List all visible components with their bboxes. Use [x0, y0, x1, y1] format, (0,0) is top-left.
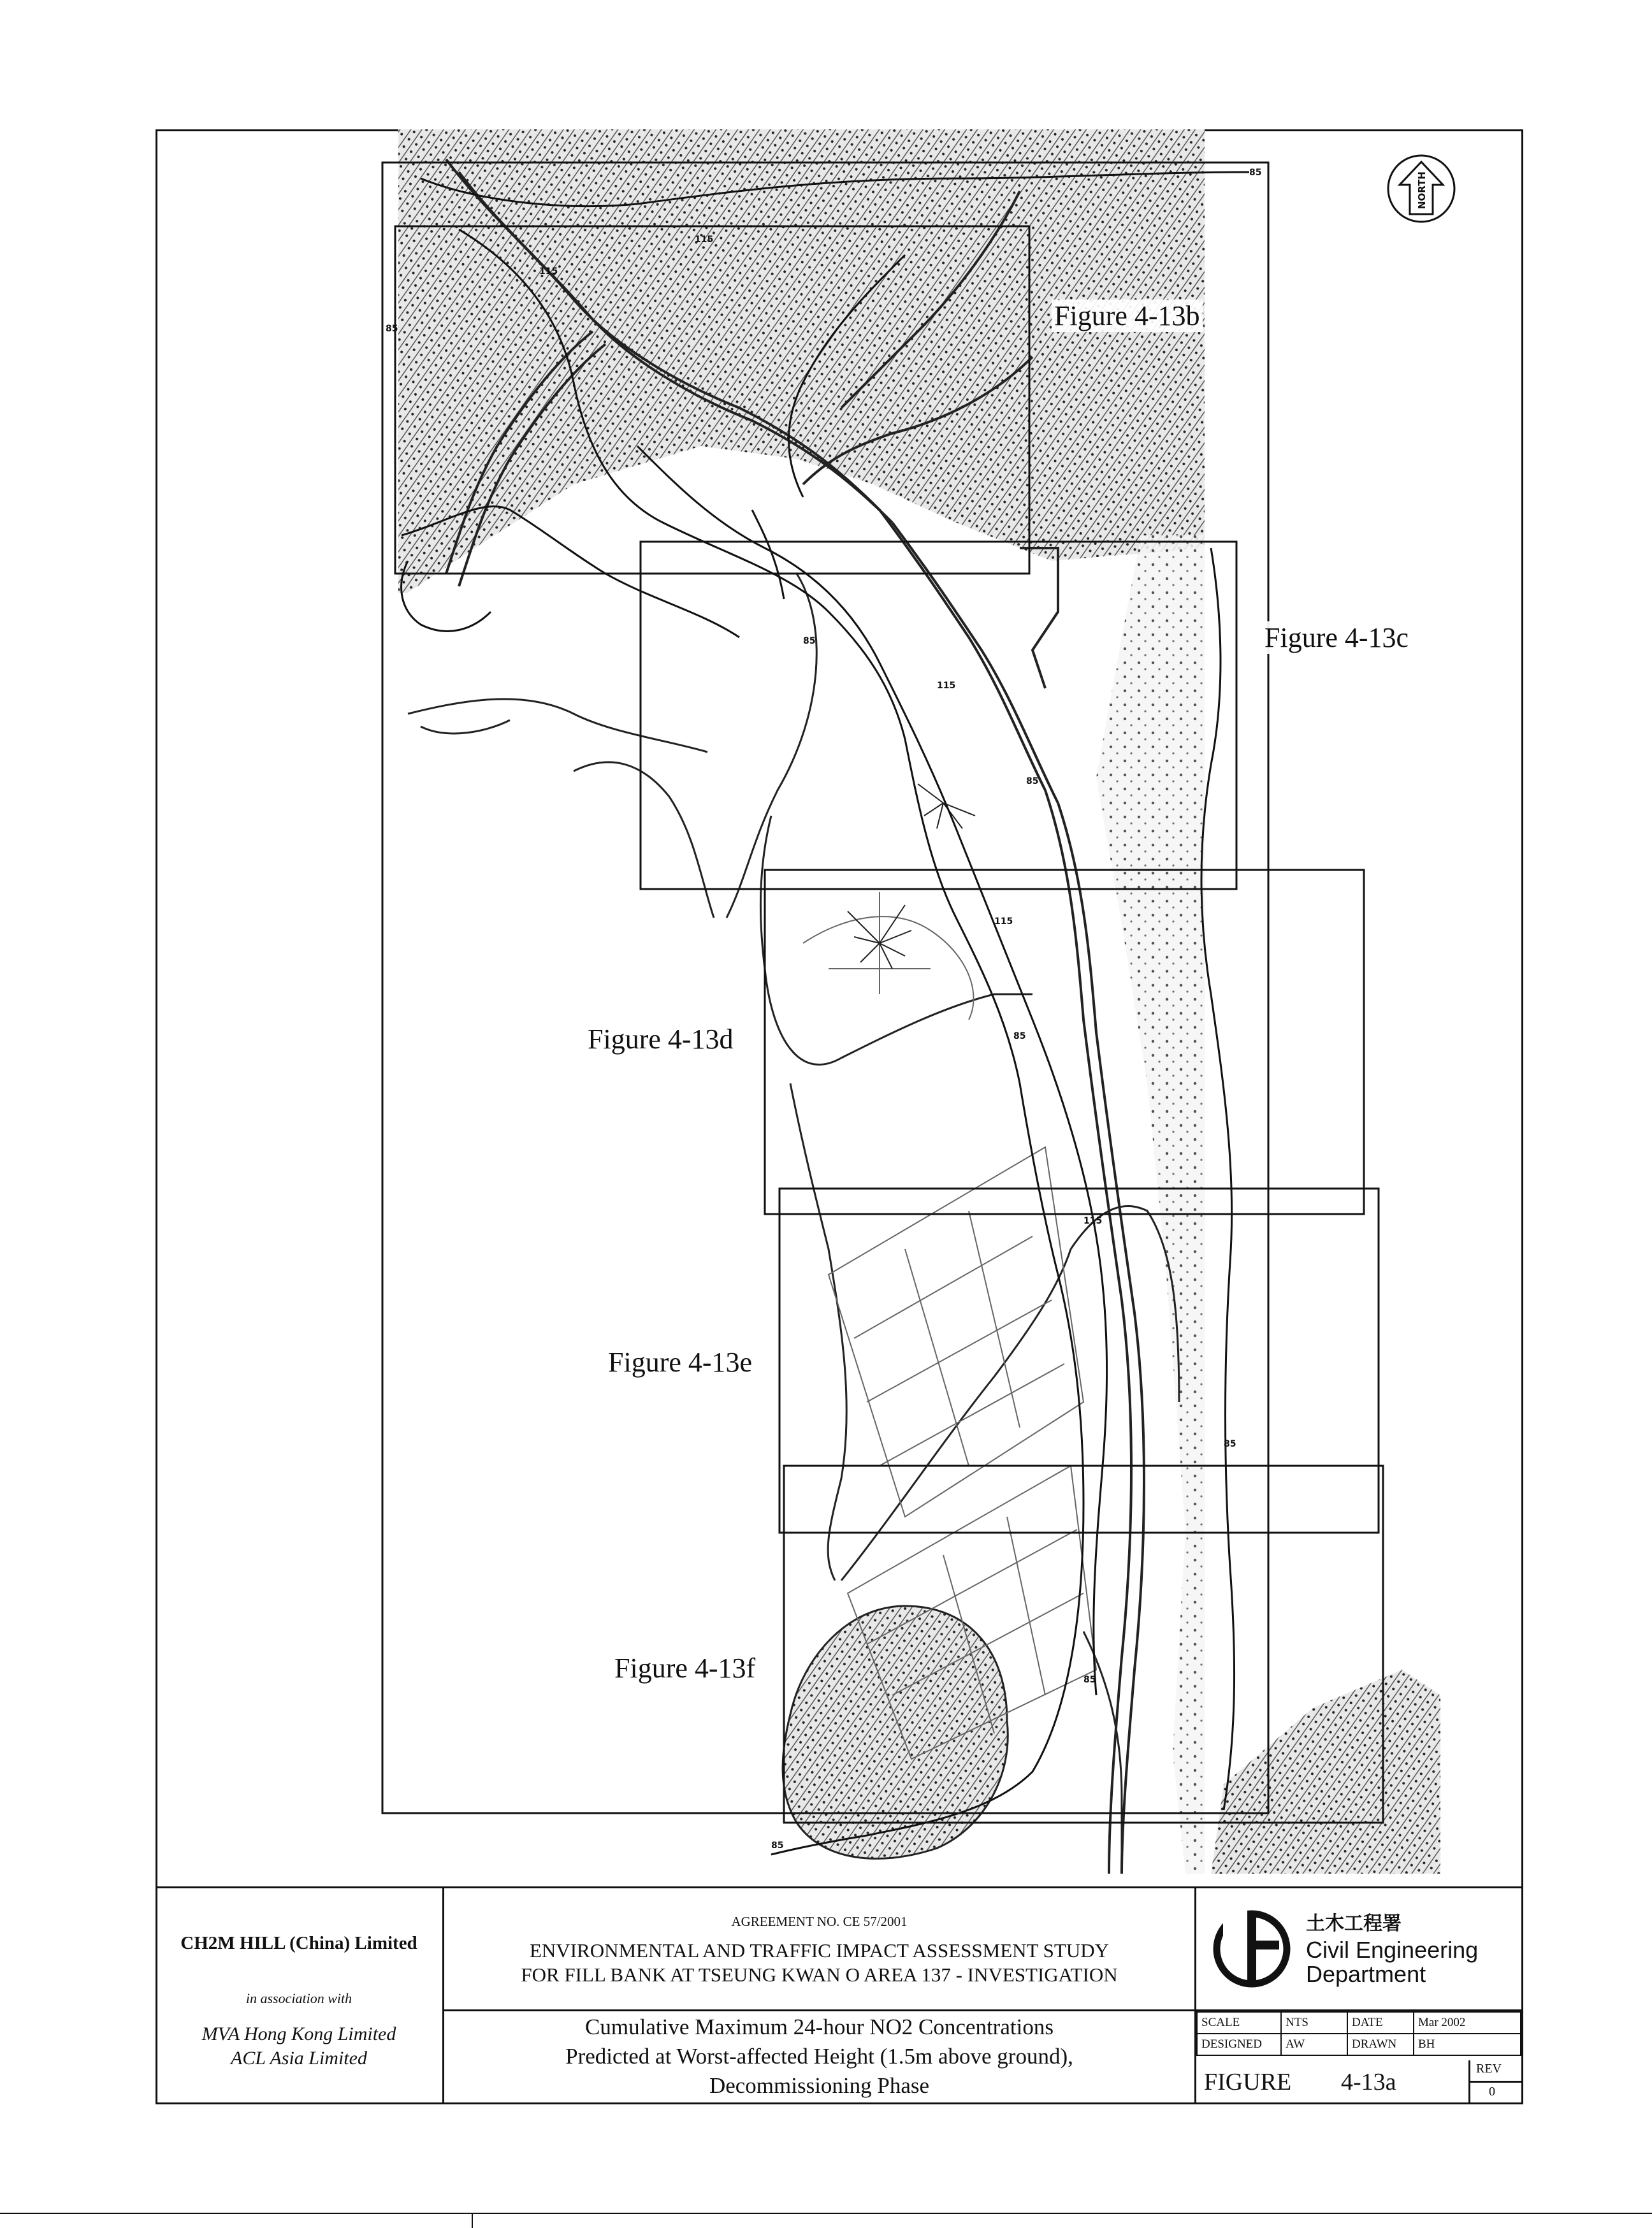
contour-label: 85	[1224, 1439, 1236, 1449]
contour-label: 115	[539, 266, 558, 277]
drawing-title-line-2: Predicted at Worst-affected Height (1.5m above ground),	[565, 2044, 1073, 2069]
partner-1: MVA Hong Kong Limited	[201, 2023, 396, 2044]
page-footer-tick	[472, 2213, 473, 2228]
figure-label-4-13f: Figure 4-13f	[612, 1652, 758, 1684]
slope-markers	[848, 784, 975, 969]
figure-label-4-13b: Figure 4-13b	[1052, 300, 1203, 332]
contour-label: 85	[1249, 168, 1262, 178]
page-footer-rule	[0, 2213, 1652, 2214]
department-name-en-2: Department	[1306, 1961, 1426, 1987]
contour-label: 85	[803, 636, 816, 646]
figure-label-4-13d: Figure 4-13d	[585, 1023, 736, 1055]
date-value: Mar 2002	[1414, 2012, 1521, 2034]
north-label: NORTH	[1416, 171, 1428, 209]
terrain-southeast	[1211, 1670, 1440, 1874]
partner-2: ACL Asia Limited	[231, 2048, 367, 2069]
contour-label: 115	[994, 916, 1013, 927]
north-arrow-icon	[1388, 156, 1454, 222]
coastline	[408, 574, 1179, 1874]
designed-value: AW	[1281, 2034, 1347, 2055]
figure-4-13d-box	[765, 870, 1364, 1214]
drawn-label: DRAWN	[1347, 2034, 1414, 2055]
contour-label: 115	[695, 235, 714, 245]
company-name: CH2M HILL (China) Limited	[180, 1933, 417, 1953]
figure-number: 4-13a	[1341, 2069, 1396, 2095]
department-name-en-1: Civil Engineering	[1306, 1937, 1479, 1963]
association-text: in association with	[245, 1990, 352, 2006]
ced-logo-icon	[1210, 1907, 1293, 1990]
agreement-number: AGREEMENT NO. CE 57/2001	[731, 1914, 908, 1929]
date-label: DATE	[1347, 2012, 1414, 2034]
drawing-title-line-3: Decommissioning Phase	[709, 2073, 930, 2098]
project-title-line-1: ENVIRONMENTAL AND TRAFFIC IMPACT ASSESSMENT STUDY	[529, 1939, 1110, 1962]
rev-label: REV	[1476, 2062, 1502, 2076]
title-block	[156, 1886, 1523, 2104]
figure-4-13e-box	[779, 1189, 1379, 1533]
project-title-line-2: FOR FILL BANK AT TSEUNG KWAN O AREA 137 - INVESTIGATION	[521, 1964, 1118, 1986]
terrain-east	[1096, 535, 1205, 1874]
department-name-zh: 土木工程署	[1306, 1913, 1402, 1935]
contour-label: 115	[937, 681, 956, 691]
scale-label: SCALE	[1197, 2012, 1281, 2034]
figure-label: FIGURE	[1204, 2069, 1292, 2095]
figure-label-4-13c: Figure 4-13c	[1262, 621, 1411, 654]
contour-label: 115	[1083, 1216, 1103, 1226]
contour-label: 85	[1026, 776, 1039, 786]
drawing-title-line-1: Cumulative Maximum 24-hour NO2 Concentrations	[585, 2015, 1054, 2039]
contour-label: 85	[1013, 1031, 1026, 1041]
designed-label: DESIGNED	[1197, 2034, 1281, 2055]
contour-label: 85	[1083, 1675, 1096, 1685]
rev-value: 0	[1489, 2085, 1495, 2099]
contour-label: 85	[771, 1841, 784, 1851]
island-hill	[783, 1606, 1008, 1858]
drawn-value: BH	[1414, 2034, 1521, 2055]
drawing-metadata-table	[1196, 2011, 1521, 2056]
contour-label: 85	[386, 324, 398, 334]
terrain-north	[398, 129, 1205, 593]
figure-label-4-13e: Figure 4-13e	[605, 1346, 755, 1378]
scale-value: NTS	[1281, 2012, 1347, 2034]
